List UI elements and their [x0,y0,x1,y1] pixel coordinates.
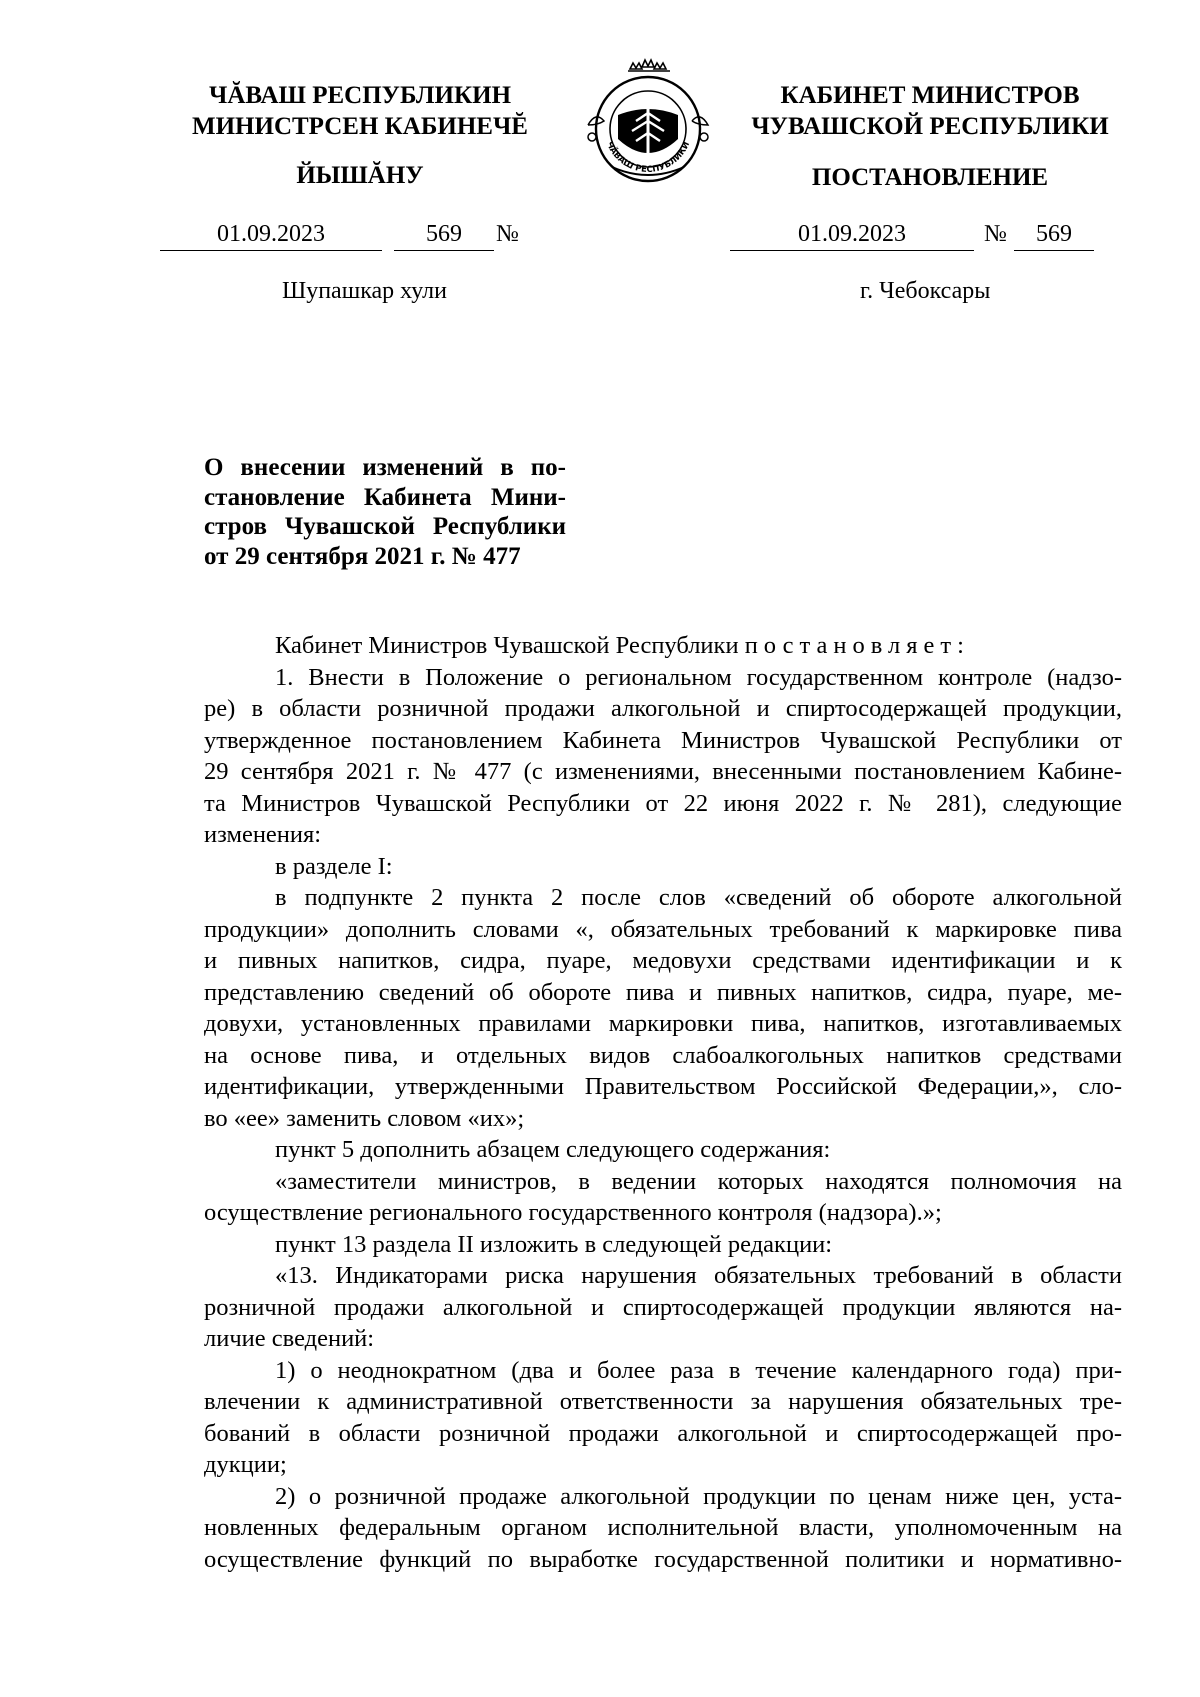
emblem-ring-text-left: ЧĂВАШ РЕСПУБЛИКИ [603,140,693,175]
title-line: становление Кабинета Мини- [204,483,566,511]
title-line: стров Чувашской Республики [204,513,566,540]
header-left [150,80,570,142]
header-left-line1: ЧĂВАШ РЕСПУБЛИКИН [208,82,512,109]
document-body [204,630,1122,1575]
left-number-sign: № [496,221,519,247]
decree-word: постановляет: [744,632,970,659]
body-line: на основе пива, и отдельных видов слабоалкогольных напитков средствами [204,1041,1122,1069]
body-line: новленных федеральным органом исполнительной власти, уполномоченным на [204,1514,1122,1541]
body-line: та Министров Чувашской Республики от 22 июня 2022 г. № 281), следующие [204,789,1122,817]
body-line: 29 сентября 2021 г. № 477 (с изменениями, внесенными постановлением Кабине- [204,758,1122,785]
body-line: в разделе I: [275,852,393,880]
body-line: изменения: [204,821,322,848]
body-line: «13. Индикаторами риска нарушения обязательных требований в области [275,1262,1122,1289]
left-date: 01.09.2023 [160,221,382,251]
body-line: 2) о розничной продаже алкогольной продукции по ценам ниже цен, уста- [275,1482,1122,1510]
title-line: О внесении изменений в по- [204,454,566,481]
header-right-kind: ПОСТАНОВЛЕНИЕ [811,164,1049,191]
right-number: 569 [1014,221,1094,251]
body-line: представлению сведений об обороте пива и пивных напитков, сидра, пуаре, ме- [204,978,1122,1006]
body-line: продукции» дополнить словами «, обязательных требований к маркировке пива [204,915,1122,943]
header-right-line2: ЧУВАШСКОЙ РЕСПУБЛИКИ [751,113,1109,140]
right-registration-line [730,221,1130,251]
right-city: г. Чебоксары [860,278,991,304]
body-line: пункт 5 дополнить абзацем следующего содержания: [275,1136,831,1163]
body-line: бований в области розничной продажи алкогольной и спиртосодержащей про- [204,1419,1122,1447]
body-line: осуществление регионального государственного контроля (надзора).»; [204,1199,942,1226]
body-line: ре) в области розничной продажи алкогольной и спиртосодержащей продукции, [204,695,1122,722]
decree-prefix: Кабинет Министров Чувашской Республики [275,632,745,659]
left-registration-line [160,221,520,251]
right-date: 01.09.2023 [730,221,974,251]
body-line: утвержденное постановлением Кабинета Министров Чувашской Республики от [204,726,1122,754]
decree-line [204,630,1122,662]
header-left-kind: ЙЫШĂНУ [296,162,424,189]
body-line: во «ее» заменить словом «их»; [204,1104,525,1132]
document-title [204,453,566,571]
body-line: пункт 13 раздела II изложить в следующей редакции: [275,1230,833,1258]
right-number-sign: № [984,221,1007,247]
header-left-line2: МИНИСТРСЕН КАБИНЕЧĔ [192,113,528,140]
left-city: Шупашкар хули [282,278,447,304]
body-line: личие сведений: [204,1325,375,1352]
header-right-line1: КАБИНЕТ МИНИСТРОВ [780,82,1080,109]
body-line: и пивных напитков, сидра, пуаре, медовухи средствами идентификации и к [204,947,1122,974]
body-line: 1) о неоднократном (два и более раза в течение календарного года) при- [275,1356,1122,1384]
body-line: довухи, установленных правилами маркировки пива, напитков, изготавливаемых [204,1010,1122,1037]
body-line: 1. Внести в Положение о региональном государственном контроле (надзо- [275,663,1122,691]
body-line: розничной продажи алкогольной и спиртосодержащей продукции являются на- [204,1293,1122,1321]
body-line: влечении к административной ответственности за нарушения обязательных тре- [204,1388,1122,1415]
body-line: в подпункте 2 пункта 2 после слов «сведений об обороте алкогольной [275,884,1122,911]
body-line: идентификации, утвержденными Правительством Российской Федерации,», сло- [204,1073,1122,1100]
body-line: осуществление функций по выработке государственной политики и нормативно- [204,1545,1122,1573]
body-line: «заместители министров, в ведении которых находятся полномочия на [275,1167,1122,1195]
coat-of-arms-emblem [578,55,718,187]
header-right [730,80,1130,142]
title-line: от 29 сентября 2021 г. № 477 [204,542,521,570]
left-number: 569 [394,221,494,251]
body-line: дукции; [204,1451,287,1478]
